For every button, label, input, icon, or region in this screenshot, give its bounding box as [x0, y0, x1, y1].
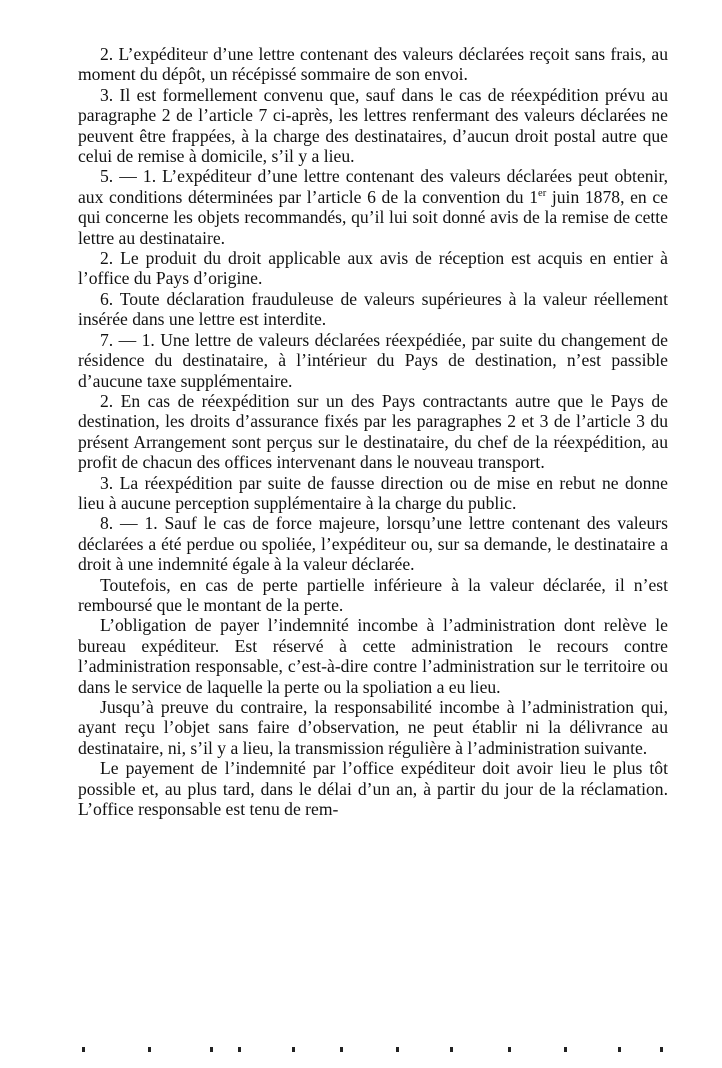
- paragraph-5: 6. Toute déclaration frauduleuse de valeurs supérieures à la valeur réellement insérée dans une lettre est interdite.: [78, 288, 668, 330]
- paragraph-8: 3. La réexpédition par suite de fausse direction ou de mise en rebut ne donne lieu à aucune perception supplémentaire à la charge du public.: [78, 472, 668, 513]
- paragraph-3: 5. — 1. L’expéditeur d’une lettre contenant des valeurs déclarées peut obtenir, aux conditions déterminées par l’article 6 de la convention du 1er juin 1878, en ce qui concerne les objets recommandés, qu’il lui soit donné avis de la remise de cette lettre au destinataire.: [78, 166, 668, 248]
- paragraph-6: 7. — 1. Une lettre de valeurs déclarées réexpédiée, par suite du changement de résidence du destinataire, à l’intérieur du Pays de destination, n’est passible d’aucune taxe supplémentaire.: [78, 329, 668, 391]
- cropped-text-line: [78, 1047, 668, 1052]
- paragraph-7: 2. En cas de réexpédition sur un des Pays contractants autre que le Pays de destination, les droits d’assurance fixés par les paragraphes 2 et 3 de l’article 3 du présent Arrangement sont perçus sur le destinataire, du chef de la réexpédition, au profit de chacun des offices intervenant dans le nouveau transport.: [78, 390, 668, 473]
- document-body: [78, 44, 668, 819]
- paragraph-4: 2. Le produit du droit applicable aux avis de réception est acquis en entier à l’office du Pays d’origine.: [78, 248, 668, 289]
- paragraph-9: 8. — 1. Sauf le cas de force majeure, lorsqu’une lettre contenant des valeurs déclarées a été perdue ou spoliée, l’expéditeur ou, sur sa demande, le destinataire a droit à une indemnité égale à la valeur déclarée.: [78, 513, 668, 575]
- paragraph-1: 2. L’expéditeur d’une lettre contenant des valeurs déclarées reçoit sans frais, au moment du dépôt, un récépissé sommaire de son envoi.: [78, 44, 668, 85]
- paragraph-10: Toutefois, en cas de perte partielle inférieure à la valeur déclarée, il n’est remboursé que le montant de la perte.: [78, 574, 668, 615]
- paragraph-13: Le payement de l’indemnité par l’office expéditeur doit avoir lieu le plus tôt possible et, au plus tard, dans le délai d’un an, à partir du jour de la réclamation. L’office responsable est tenu de rem-: [78, 758, 668, 820]
- paragraph-12: Jusqu’à preuve du contraire, la responsabilité incombe à l’administration qui, ayant reçu l’objet sans faire d’observation, ne peut établir ni la délivrance au destinataire, ni, s’il y a lieu, la transmission régulière à l’administration suivante.: [78, 697, 668, 758]
- paragraph-2: 3. Il est formellement convenu que, sauf dans le cas de réexpédition prévu au paragraphe 2 de l’article 7 ci-après, les lettres renfermant des valeurs déclarées ne peuvent être frappées, à la charge des destinataires, d’aucun droit postal autre que celui de remise à domicile, s’il y a lieu.: [78, 84, 668, 167]
- paragraph-11: L’obligation de payer l’indemnité incombe à l’administration dont relève le bureau expéditeur. Est réservé à cette administration le recours contre l’administration responsable, c’est-à-dire contre l’administration sur le territoire ou dans le service de laquelle la perte ou la spoliation a eu lieu.: [78, 615, 668, 697]
